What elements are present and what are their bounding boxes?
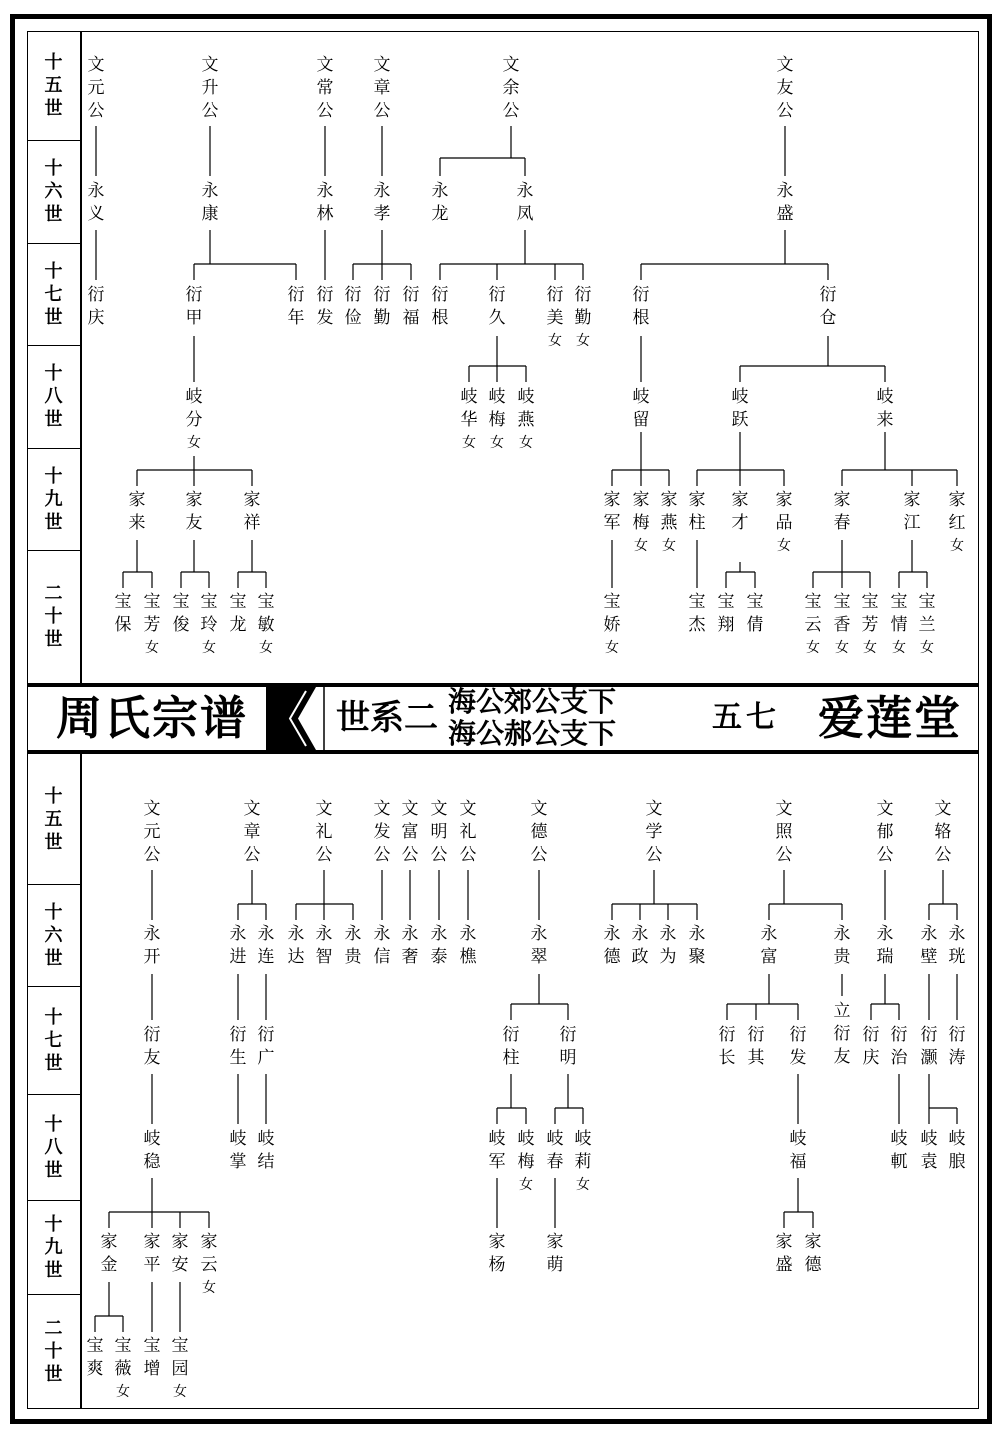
person-node-female: 岐 莉 女 xyxy=(574,1129,592,1193)
person-node: 文 照 公 xyxy=(775,799,793,865)
person-node: 家 杨 xyxy=(488,1232,506,1275)
person-node: 文 余 公 xyxy=(502,55,520,121)
person-node: 家 德 xyxy=(804,1232,822,1275)
person-node: 永 樵 xyxy=(459,924,477,967)
person-node: 衍 涛 xyxy=(948,1025,966,1068)
person-node: 家 盛 xyxy=(775,1232,793,1275)
genealogy-title: 周氏宗谱 xyxy=(56,691,248,745)
person-node: 衍 仓 xyxy=(819,285,837,328)
person-node: 家 友 xyxy=(185,490,203,533)
person-node-female: 宝 兰 女 xyxy=(918,592,936,656)
person-node: 文 富 公 xyxy=(401,799,419,865)
person-node: 宝 龙 xyxy=(229,592,247,635)
person-node: 永 壁 xyxy=(920,924,938,967)
person-node: 宝 倩 xyxy=(746,592,764,635)
person-node: 家 来 xyxy=(128,490,146,533)
person-node: 永 政 xyxy=(631,924,649,967)
person-node: 家 安 xyxy=(171,1232,189,1275)
person-node: 衍 生 xyxy=(229,1025,247,1068)
person-node: 衍 治 xyxy=(890,1025,908,1068)
person-node-female: 宝 芳 女 xyxy=(861,592,879,656)
person-node: 文 德 公 xyxy=(530,799,548,865)
person-node-female: 岐 梅 女 xyxy=(517,1129,535,1193)
person-node: 衍 明 xyxy=(559,1025,577,1068)
generation-label-15: 十 五 世 xyxy=(44,52,63,119)
generation-label-19: 十 九 世 xyxy=(44,465,63,533)
person-node: 文 升 公 xyxy=(201,55,219,121)
person-node: 岐 袁 xyxy=(920,1129,938,1172)
person-node-female: 岐 梅 女 xyxy=(488,387,506,451)
person-node: 衍 柱 xyxy=(502,1025,520,1068)
person-node: 宝 爽 xyxy=(86,1336,104,1379)
person-node: 衍 年 xyxy=(287,285,305,328)
person-node-female: 宝 玲 女 xyxy=(200,592,218,656)
person-node: 文 郁 公 xyxy=(876,799,894,865)
person-node: 永 凤 xyxy=(516,181,534,224)
person-node: 永 开 xyxy=(143,924,161,967)
person-node: 永 康 xyxy=(201,181,219,224)
person-node: 永 聚 xyxy=(688,924,706,967)
person-node: 永 贵 xyxy=(344,924,362,967)
person-node: 永 义 xyxy=(87,181,105,224)
person-node: 永 盛 xyxy=(776,181,794,224)
person-node: 衍 其 xyxy=(747,1025,765,1068)
person-node: 宝 俊 xyxy=(172,592,190,635)
person-node: 衍 福 xyxy=(402,285,420,328)
person-node: 衍 根 xyxy=(632,285,650,328)
person-node: 文 礼 公 xyxy=(459,799,477,865)
person-node: 家 平 xyxy=(143,1232,161,1275)
person-node: 家 才 xyxy=(731,490,749,533)
person-node: 岐 軏 xyxy=(890,1129,908,1172)
generation-label-16: 十 六 世 xyxy=(44,901,63,969)
person-node-female: 宝 薇 女 xyxy=(114,1336,132,1400)
person-node: 永 珖 xyxy=(948,924,966,967)
person-node: 文 友 公 xyxy=(776,55,794,121)
person-node: 岐 稳 xyxy=(143,1129,161,1172)
person-node: 衍 友 xyxy=(143,1025,161,1068)
person-node: 永 信 xyxy=(373,924,391,967)
person-node: 岐 朖 xyxy=(948,1129,966,1172)
person-node-female: 宝 敏 女 xyxy=(257,592,275,656)
person-node: 衍 久 xyxy=(488,285,506,328)
person-node: 家 江 xyxy=(903,490,921,533)
person-node: 家 春 xyxy=(833,490,851,533)
person-node-female: 宝 园 女 xyxy=(171,1336,189,1400)
person-node-female: 家 梅 女 xyxy=(632,490,650,554)
person-node: 永 为 xyxy=(659,924,677,967)
person-node: 永 富 xyxy=(760,924,778,967)
person-node-female: 衍 勤 女 xyxy=(574,285,592,349)
branch-line-bottom: 海公郝公支下 xyxy=(448,717,617,750)
person-node: 衍 甲 xyxy=(185,285,203,328)
person-node: 宝 翔 xyxy=(717,592,735,635)
generation-label-20: 二 十 世 xyxy=(44,583,63,650)
person-node: 永 达 xyxy=(287,924,305,967)
person-node: 文 章 公 xyxy=(243,799,261,865)
person-node-female: 岐 分 女 xyxy=(185,387,203,451)
person-node: 家 柱 xyxy=(688,490,706,533)
person-node: 文 章 公 xyxy=(373,55,391,121)
person-node: 永 林 xyxy=(316,181,334,224)
person-node-female: 宝 香 女 xyxy=(833,592,851,656)
person-node-female: 宝 娇 女 xyxy=(603,592,621,656)
person-node: 衍 庆 xyxy=(862,1025,880,1068)
person-node-female: 家 云 女 xyxy=(200,1232,218,1296)
person-node: 永 奢 xyxy=(401,924,419,967)
person-node-female: 岐 燕 女 xyxy=(517,387,535,451)
person-node: 永 连 xyxy=(257,924,275,967)
person-node: 岐 春 xyxy=(546,1129,564,1172)
person-node: 文 明 公 xyxy=(430,799,448,865)
person-node: 衍 灏 xyxy=(920,1025,938,1068)
person-node: 岐 结 xyxy=(257,1129,275,1172)
person-node: 岐 福 xyxy=(789,1129,807,1172)
person-node-female: 岐 华 女 xyxy=(460,387,478,451)
generation-label-18: 十 八 世 xyxy=(44,1113,63,1181)
person-node: 衍 勤 xyxy=(373,285,391,328)
person-node: 衍 发 xyxy=(789,1025,807,1068)
person-node: 永 泰 xyxy=(430,924,448,967)
person-node: 衍 庆 xyxy=(87,285,105,328)
person-node: 文 辂 公 xyxy=(934,799,952,865)
person-node-female: 家 品 女 xyxy=(775,490,793,554)
person-node: 永 智 xyxy=(315,924,333,967)
person-node: 衍 根 xyxy=(431,285,449,328)
person-node-female: 宝 芳 女 xyxy=(143,592,161,656)
person-node: 岐 掌 xyxy=(229,1129,247,1172)
person-node: 永 孝 xyxy=(373,181,391,224)
person-node: 家 金 xyxy=(100,1232,118,1275)
person-node: 文 元 公 xyxy=(143,799,161,865)
person-node: 衍 长 xyxy=(718,1025,736,1068)
person-node: 家 祥 xyxy=(243,490,261,533)
generation-label-16: 十 六 世 xyxy=(44,158,63,225)
person-node: 宝 保 xyxy=(114,592,132,635)
person-node: 永 德 xyxy=(603,924,621,967)
person-node: 家 萌 xyxy=(546,1232,564,1275)
person-node-female: 衍 美 女 xyxy=(546,285,564,349)
person-node: 衍 广 xyxy=(257,1025,275,1068)
person-node: 岐 军 xyxy=(488,1129,506,1172)
person-node: 永 瑞 xyxy=(876,924,894,967)
page-number: 五七 xyxy=(712,700,780,735)
person-node: 文 常 公 xyxy=(316,55,334,121)
person-node: 文 学 公 xyxy=(645,799,663,865)
person-node: 立 衍 友 xyxy=(833,1001,851,1067)
generation-label-17: 十 七 世 xyxy=(44,1006,63,1074)
person-node: 家 军 xyxy=(603,490,621,533)
person-node: 岐 来 xyxy=(876,387,894,430)
generation-label-15: 十 五 世 xyxy=(44,785,63,853)
person-node-female: 宝 云 女 xyxy=(804,592,822,656)
person-node: 宝 杰 xyxy=(688,592,706,635)
person-node-female: 家 燕 女 xyxy=(660,490,678,554)
person-node: 文 元 公 xyxy=(87,55,105,121)
hall-name: 爱莲堂 xyxy=(818,691,962,745)
person-node: 文 发 公 xyxy=(373,799,391,865)
person-node: 岐 跃 xyxy=(731,387,749,430)
person-node: 文 礼 公 xyxy=(315,799,333,865)
person-node-female: 家 红 女 xyxy=(948,490,966,554)
person-node: 衍 发 xyxy=(316,285,334,328)
generation-label-19: 十 九 世 xyxy=(44,1213,63,1281)
generation-label-20: 二 十 世 xyxy=(44,1318,63,1385)
person-node: 岐 留 xyxy=(632,387,650,430)
generation-label-17: 十 七 世 xyxy=(44,260,63,328)
person-node: 永 翠 xyxy=(530,924,548,967)
person-node: 永 龙 xyxy=(431,181,449,224)
person-node-female: 宝 情 女 xyxy=(890,592,908,656)
person-node: 宝 增 xyxy=(143,1336,161,1379)
person-node: 衍 俭 xyxy=(344,285,362,328)
person-node: 永 贵 xyxy=(833,924,851,967)
generation-label-18: 十 八 世 xyxy=(44,363,63,430)
branch-line-top: 海公郊公支下 xyxy=(448,685,617,718)
section-title: 世系二 xyxy=(336,698,438,738)
person-node: 永 进 xyxy=(229,924,247,967)
